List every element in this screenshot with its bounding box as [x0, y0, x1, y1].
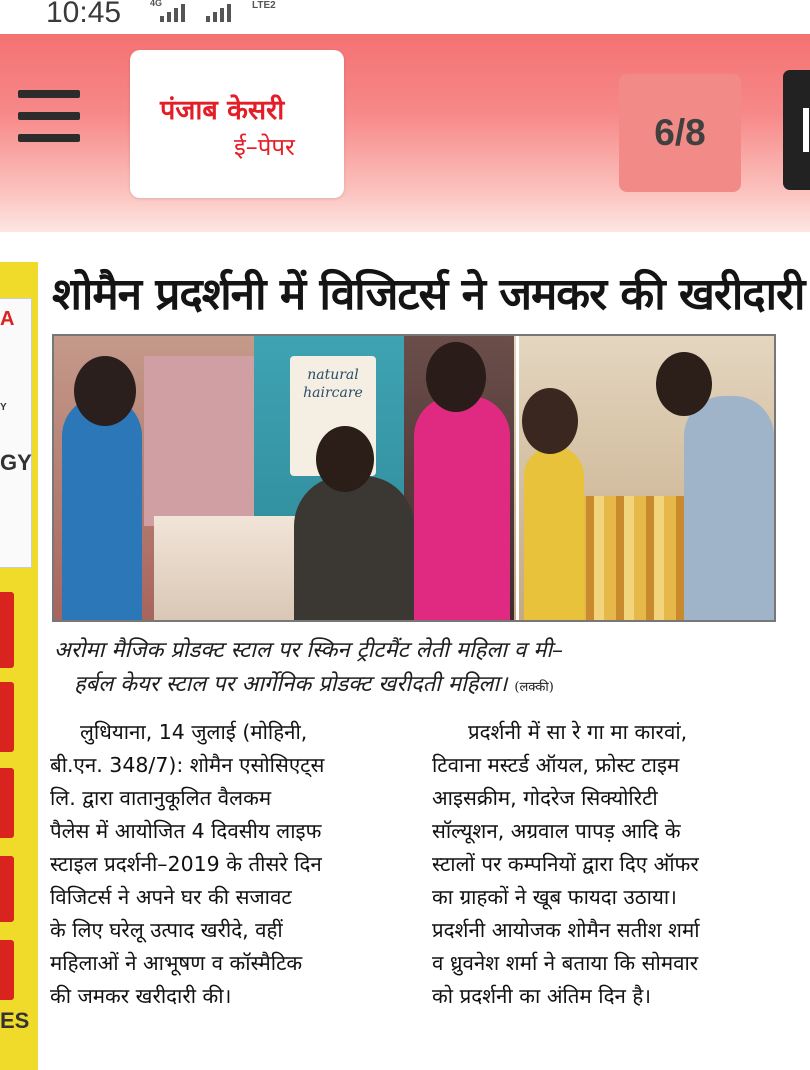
article-line: बी.एन. 348/7): शोमैन एसोसिएट्स — [50, 753, 325, 777]
next-page-button[interactable] — [783, 70, 810, 190]
side-ad-fragment: A — [0, 308, 15, 330]
article-line: व ध्रुवनेश शर्मा ने बताया कि सोमवार — [432, 951, 699, 975]
article-line: सॉल्यूशन, अग्रवाल पापड़ आदि के — [432, 819, 681, 843]
lte-label: LTE2 — [252, 0, 276, 11]
caption-credit: (लक्की) — [514, 680, 554, 695]
signal-bars-icon — [206, 2, 231, 22]
caption-line — [54, 668, 778, 705]
side-ad-box — [0, 592, 14, 668]
logo-subtitle: ई–पेपर — [234, 133, 295, 161]
article-line: के लिए घरेलू उत्पाद खरीदे, वहीं — [50, 918, 283, 942]
page-counter-button[interactable]: 6/8 — [619, 74, 741, 192]
article-line: का ग्राहकों ने खूब फायदा उठाया। — [432, 885, 677, 909]
photo-caption — [54, 634, 778, 705]
logo[interactable] — [130, 50, 344, 198]
side-ad-fragment: Y — [0, 402, 7, 413]
article-line: लि. द्वारा वातानुकूलित वैलकम — [50, 786, 272, 810]
side-ad-panel — [0, 298, 32, 568]
side-ad-fragment: ES — [0, 1008, 30, 1033]
article-line: प्रदर्शनी आयोजक शोमैन सतीश शर्मा — [432, 918, 700, 942]
cropped-text-fragment — [430, 232, 810, 238]
side-ad-box — [0, 682, 14, 752]
article-line: पैलेस में आयोजित 4 दिवसीय लाइफ — [50, 819, 322, 843]
article-photo — [52, 334, 776, 622]
status-time: 10:45 — [46, 0, 122, 29]
epaper-page[interactable] — [0, 232, 810, 1070]
side-ad-fragment: GY — [0, 450, 32, 475]
article-line: स्टाइल प्रदर्शनी–2019 के तीसरे दिन — [50, 852, 322, 876]
article-line: टिवाना मस्टर्ड ऑयल, फ्रोस्ट टाइम — [432, 753, 680, 777]
article-line: महिलाओं ने आभूषण व कॉस्मैटिक — [50, 951, 303, 975]
side-ad-box — [0, 856, 14, 922]
side-advertisement — [0, 262, 38, 1070]
article-line: स्टालों पर कम्पनियों द्वारा दिए ऑफर — [432, 852, 699, 876]
article-column-left — [50, 716, 402, 1013]
article-line: विजिटर्स ने अपने घर की सजावट — [50, 885, 292, 909]
side-ad-box — [0, 940, 14, 1000]
article-line: लुधियाना, 14 जुलाई (मोहिनी, — [80, 720, 308, 744]
article-line: प्रदर्शनी में सा रे गा मा कारवां, — [468, 720, 688, 744]
article-headline: शोमैन प्रदर्शनी में विजिटर्स ने जमकर की खरीदारी — [52, 269, 805, 320]
article-line: को प्रदर्शनी का अंतिम दिन है। — [432, 984, 652, 1008]
side-ad-box — [0, 768, 14, 838]
photo-poster-text: natural haircare — [303, 367, 363, 401]
article-column-right — [432, 716, 778, 1013]
caption-line: अरोमा मैजिक प्रोडक्ट स्टाल पर स्किन ट्रीटमैंट लेती महिला व मी– — [54, 638, 564, 663]
signal-bars-icon — [160, 2, 185, 22]
app-header — [0, 34, 810, 232]
hamburger-menu-icon[interactable] — [18, 90, 80, 142]
network-type-label: 4G — [150, 0, 163, 8]
status-bar — [0, 0, 810, 30]
article-line: की जमकर खरीदारी की। — [50, 984, 232, 1008]
caption-line-text: हर्बल केयर स्टाल पर आर्गेनिक प्रोडक्ट खरीदती महिला। — [74, 672, 508, 697]
article-line: आइसक्रीम, गोदरेज सिक्योरिटी — [432, 786, 658, 810]
logo-name: पंजाब केसरी — [160, 95, 285, 126]
next-page-icon — [803, 108, 809, 152]
